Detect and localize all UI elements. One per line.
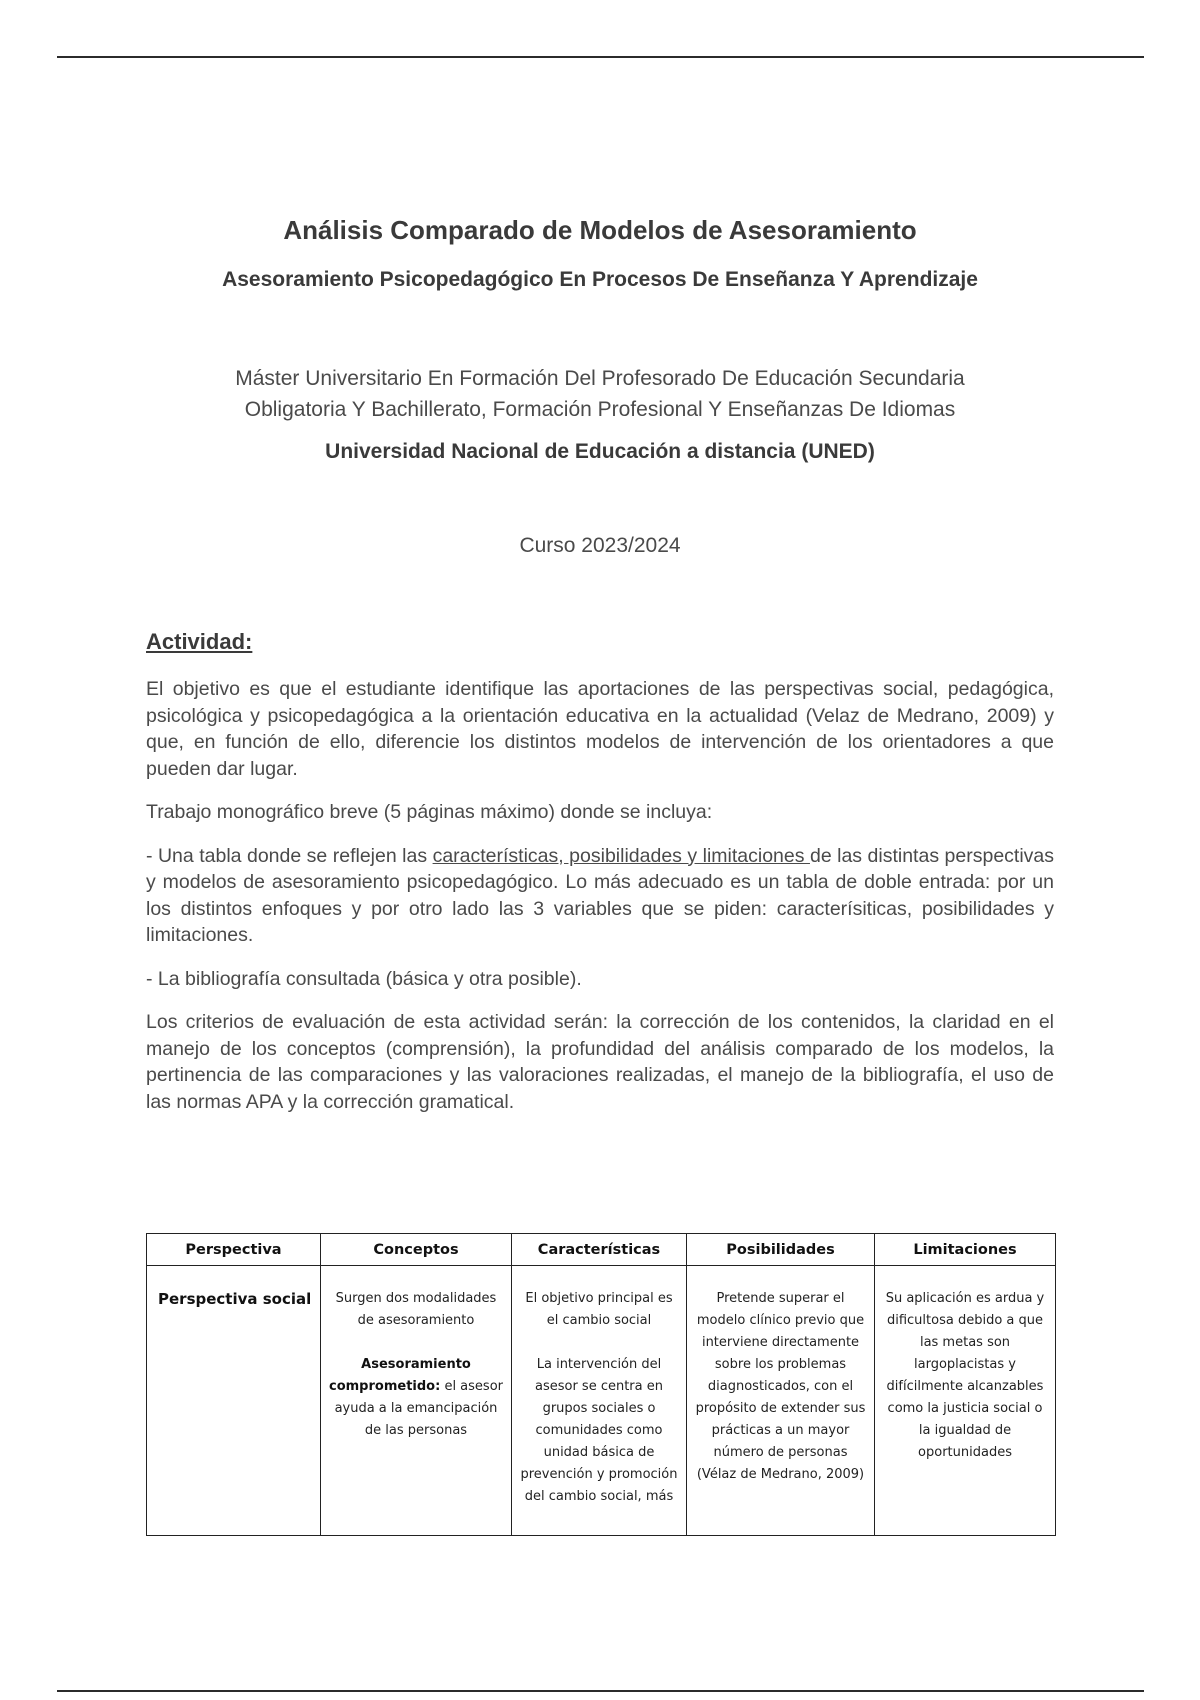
document-title: Análisis Comparado de Modelos de Asesoramiento — [283, 215, 917, 245]
master-line-2: Obligatoria Y Bachillerato, Formación Profesional Y Enseñanzas De Idiomas — [244, 398, 956, 421]
item1-text-end: de las distintas perspectivas y modelos de asesoramiento psicopedagógico. Lo más adecuado es un tabla de doble entrada: por un los distintos enfoques y por otro lado las 3 variables que se piden: caracterísiticas, posibilidades y limitaciones. — [146, 844, 1055, 946]
item1-text-start: - Una tabla donde se reflejen las — [146, 844, 433, 867]
criteria-paragraph: Los criterios de evaluación de esta actividad serán: la corrección de los contenidos, la claridad en el manejo de los conceptos (comprensión), la profundidad del análisis comparado de los modelos, la pertinencia de las comparaciones y las valoraciones realizadas, el manejo de la bibliografía, el uso de las normas APA y la corrección gramatical. — [146, 1011, 1054, 1113]
item1-underlined-text: características, posibilidades y limitaciones — [432, 844, 810, 867]
cell-spacer — [520, 1332, 678, 1354]
caracteristicas-p1: El objetivo principal es el cambio social — [525, 1291, 673, 1328]
cell-posibilidades: Pretende superar el modelo clínico previo que interviene directamente sobre los problemas diagnosticados, con el propósito de extender sus prácticas a un mayor número de personas (Vélaz de Medrano, 2009) — [687, 1266, 875, 1536]
activity-heading: Actividad: — [146, 629, 253, 654]
master-program — [100, 363, 1100, 425]
cell-perspectiva: Perspectiva social — [147, 1266, 321, 1536]
cell-caracteristicas — [512, 1266, 687, 1536]
conceptos-definition-text: el asesor ayuda a la emancipación de las personas — [334, 1379, 503, 1438]
comparison-table — [146, 1233, 1056, 1536]
header-limitaciones: Limitaciones — [875, 1234, 1056, 1266]
conceptos-bold-term: Asesoramiento comprometido: — [329, 1357, 471, 1394]
cell-spacer — [329, 1332, 503, 1354]
cell-conceptos — [321, 1266, 512, 1536]
header-caracteristicas: Características — [512, 1234, 687, 1266]
footer-rule — [57, 1690, 1144, 1692]
comparison-table-wrapper — [146, 1233, 1055, 1536]
master-line-1: Máster Universitario En Formación Del Profesorado De Educación Secundaria — [235, 367, 965, 390]
table-row — [147, 1266, 1056, 1536]
bibliography-paragraph: - La bibliografía consultada (básica y otra posible). — [146, 967, 582, 990]
document-subtitle: Asesoramiento Psicopedagógico En Procesos De Enseñanza Y Aprendizaje — [222, 268, 978, 291]
table-header-row — [147, 1234, 1056, 1266]
activity-body — [146, 676, 1054, 1132]
university-name: Universidad Nacional de Educación a distancia (UNED) — [325, 440, 875, 463]
header-perspectiva: Perspectiva — [147, 1234, 321, 1266]
table-requirement-paragraph — [146, 843, 1054, 949]
header-rule — [57, 56, 1144, 58]
objective-paragraph: El objetivo es que el estudiante identifique las aportaciones de las perspectivas social, pedagógica, psicológica y psicopedagógica a la orientación educativa en la actualidad (Velaz de Medrano, 2009) y que, en función de ello, diferencie los distintos modelos de intervención de los orientadores a que pueden dar lugar. — [146, 678, 1054, 780]
course-year: Curso 2023/2024 — [519, 534, 681, 557]
conceptos-intro: Surgen dos modalidades de asesoramiento — [335, 1291, 497, 1328]
caracteristicas-p2: La intervención del asesor se centra en grupos sociales o comunidades como unidad básica de prevención y promoción del cambio social, más — [520, 1357, 678, 1504]
conceptos-definition — [329, 1354, 503, 1442]
work-paragraph: Trabajo monográfico breve (5 páginas máximo) donde se incluya: — [146, 801, 713, 823]
cell-limitaciones: Su aplicación es ardua y dificultosa debido a que las metas son largoplacistas y difícilmente alcanzables como la justicia social o la igualdad de oportunidades — [875, 1266, 1056, 1536]
header-posibilidades: Posibilidades — [687, 1234, 875, 1266]
header-conceptos: Conceptos — [321, 1234, 512, 1266]
